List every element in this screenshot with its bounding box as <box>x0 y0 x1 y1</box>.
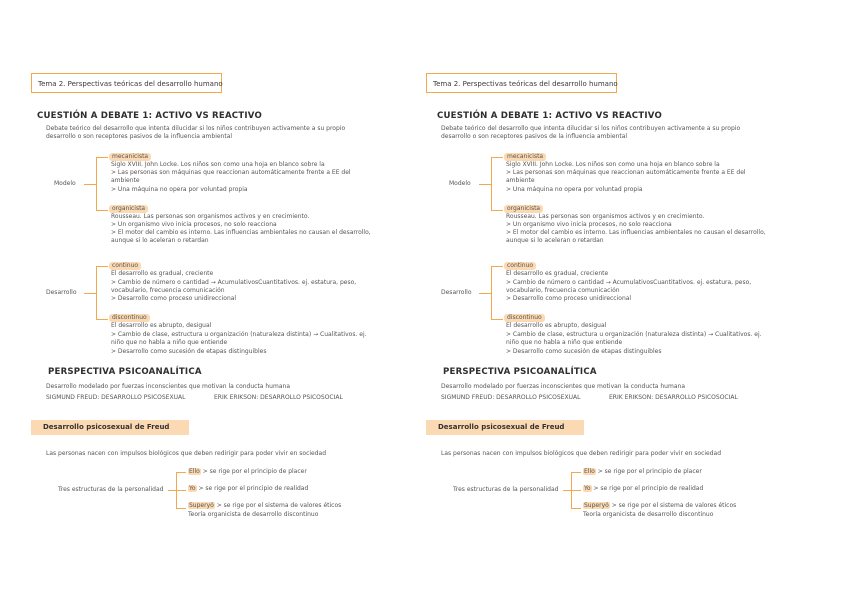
modelo-connector <box>84 184 96 185</box>
freud-intro: Las personas nacen con impulsos biológicos que deben redirigir para poder vivir en sociedad <box>441 450 722 457</box>
modelo-label: Modelo <box>449 180 471 187</box>
modelo-bracket <box>491 157 492 210</box>
superyo-tag: Superyó <box>584 502 609 509</box>
desarrollo-label: Desarrollo <box>441 289 472 296</box>
yo-text: > se rige por el principio de realidad <box>196 485 309 492</box>
superyo-text: > se rige por el sistema de valores éticos <box>609 502 737 509</box>
discontinuo-line: > Cambio de clase, estructura u organización (naturaleza distinta) → Cualitativos. ej. <box>506 331 762 338</box>
ello-tag: Ello <box>189 468 200 475</box>
mecanicista-line: > Una máquina no opera por voluntad propia <box>506 186 643 193</box>
desarrollo-bracket-bottom <box>96 319 108 320</box>
organicista-tag: organicista <box>504 205 543 213</box>
freud-bar-title: Desarrollo psicosexual de Freud <box>438 423 565 431</box>
desarrollo-connector <box>479 293 491 294</box>
debate-intro-line1: Debate teórico del desarrollo que intenta dilucidar si los niños contribuyen activamente a su propio <box>441 125 741 132</box>
psico-intro: Desarrollo modelado por fuerzas inconscientes que motivan la conducta humana <box>46 383 290 390</box>
modelo-bracket-top <box>96 157 108 158</box>
erikson-label: ERIK ERIKSON: DESARROLLO PSICOSOCIAL <box>214 394 343 401</box>
debate-heading: CUESTIÓN A DEBATE 1: ACTIVO VS REACTIVO <box>37 111 262 121</box>
freud-label: SIGMUND FREUD: DESARROLLO PSICOSEXUAL <box>46 394 186 401</box>
organicista-line: > El motor del cambio es interno. Las influencias ambientales no causan el desarrollo, <box>111 229 371 236</box>
discontinuo-line: El desarrollo es abrupto, desigual <box>111 322 212 329</box>
topic-title: Tema 2. Perspectivas teóricas del desarrollo humano <box>38 80 223 88</box>
ello-row <box>583 468 702 477</box>
estructuras-connector <box>563 490 571 491</box>
debate-intro-line2: desarrollo o son receptores pasivos de la influencia ambiental <box>441 133 628 140</box>
superyo-text: > se rige por el sistema de valores éticos <box>214 502 342 509</box>
mecanicista-line: Siglo XVIII. John Locke. Los niños son como una hoja en blanco sobre la <box>506 161 720 168</box>
psico-intro: Desarrollo modelado por fuerzas inconscientes que motivan la conducta humana <box>441 383 685 390</box>
modelo-bracket <box>96 157 97 210</box>
freud-label: SIGMUND FREUD: DESARROLLO PSICOSEXUAL <box>441 394 581 401</box>
psico-heading: PERSPECTIVA PSICOANALÍTICA <box>443 367 597 377</box>
topic-title: Tema 2. Perspectivas teóricas del desarrollo humano <box>433 80 618 88</box>
erikson-label: ERIK ERIKSON: DESARROLLO PSICOSOCIAL <box>609 394 738 401</box>
continuo-line: El desarrollo es gradual, creciente <box>506 270 609 277</box>
mecanicista-tag: mecanicista <box>109 153 151 161</box>
continuo-line: vocabulario, frecuencia comunicación <box>111 287 225 294</box>
discontinuo-line: > Desarrollo como sucesión de etapas distinguibles <box>111 348 267 355</box>
estructuras-label: Tres estructuras de la personalidad <box>58 486 164 493</box>
discontinuo-line: > Cambio de clase, estructura u organización (naturaleza distinta) → Cualitativos. ej. <box>111 331 367 338</box>
mecanicista-line: > Las personas son máquinas que reaccionan automáticamente frente a EE del <box>506 169 746 176</box>
continuo-line: El desarrollo es gradual, creciente <box>111 270 214 277</box>
organicista-line: > Un organismo vivo inicia procesos, no solo reacciona <box>111 221 277 228</box>
debate-intro-line2: desarrollo o son receptores pasivos de la influencia ambiental <box>46 133 233 140</box>
superyo-row <box>188 502 341 511</box>
ello-text: > se rige por el principio de placer <box>595 468 702 475</box>
ello-text: > se rige por el principio de placer <box>200 468 307 475</box>
continuo-line: vocabulario, frecuencia comunicación <box>506 287 620 294</box>
estructuras-bracket-top <box>571 472 581 473</box>
organicista-line: > El motor del cambio es interno. Las influencias ambientales no causan el desarrollo, <box>506 229 766 236</box>
teoria-line: Teoría organicista de desarrollo discontinuo <box>188 511 319 518</box>
organicista-line: Rousseau. Las personas son organismos activos y en crecimiento. <box>506 213 705 220</box>
yo-row <box>583 485 703 494</box>
mecanicista-tag: mecanicista <box>504 153 546 161</box>
modelo-connector <box>479 184 491 185</box>
modelo-bracket-bottom <box>491 210 503 211</box>
estructuras-bracket-bottom <box>571 508 581 509</box>
desarrollo-bracket-top <box>491 266 503 267</box>
discontinuo-tag: discontinuo <box>109 314 150 322</box>
discontinuo-line: niño que no habla a niño que entiende <box>111 339 228 346</box>
modelo-label: Modelo <box>54 180 76 187</box>
estructuras-connector <box>168 490 176 491</box>
freud-intro: Las personas nacen con impulsos biológicos que deben redirigir para poder vivir en sociedad <box>46 450 327 457</box>
estructuras-label: Tres estructuras de la personalidad <box>453 486 559 493</box>
yo-tag: Yo <box>189 485 196 492</box>
psico-heading: PERSPECTIVA PSICOANALÍTICA <box>48 367 202 377</box>
estructuras-bracket-bottom <box>176 508 186 509</box>
desarrollo-bracket-top <box>96 266 108 267</box>
discontinuo-line: El desarrollo es abrupto, desigual <box>506 322 607 329</box>
desarrollo-label: Desarrollo <box>46 289 77 296</box>
continuo-line: > Desarrollo como proceso unidireccional <box>506 295 632 302</box>
ello-row <box>188 468 307 477</box>
yo-row <box>188 485 308 494</box>
desarrollo-connector <box>84 293 96 294</box>
continuo-line: > Cambio de número o cantidad → AcumulativosCuantitativos. ej. estatura, peso, <box>111 279 357 286</box>
ello-tag: Ello <box>584 468 595 475</box>
continuo-tag: continuo <box>504 262 536 270</box>
estructuras-bracket-top <box>176 472 186 473</box>
yo-text: > se rige por el principio de realidad <box>591 485 704 492</box>
mecanicista-line: > Una máquina no opera por voluntad propia <box>111 186 248 193</box>
organicista-line: Rousseau. Las personas son organismos activos y en crecimiento. <box>111 213 310 220</box>
superyo-row <box>583 502 736 511</box>
superyo-tag: Superyó <box>189 502 214 509</box>
discontinuo-line: > Desarrollo como sucesión de etapas distinguibles <box>506 348 662 355</box>
teoria-line: Teoría organicista de desarrollo discontinuo <box>583 511 714 518</box>
freud-bar-title: Desarrollo psicosexual de Freud <box>43 423 170 431</box>
mecanicista-line: Siglo XVIII. John Locke. Los niños son como una hoja en blanco sobre la <box>111 161 325 168</box>
debate-heading: CUESTIÓN A DEBATE 1: ACTIVO VS REACTIVO <box>437 111 662 121</box>
right-page <box>395 0 819 599</box>
discontinuo-line: niño que no habla a niño que entiende <box>506 339 623 346</box>
mecanicista-line: ambiente <box>506 177 535 184</box>
organicista-line: aunque si lo aceleran o retardan <box>506 237 604 244</box>
mecanicista-line: ambiente <box>111 177 140 184</box>
organicista-line: aunque si lo aceleran o retardan <box>111 237 209 244</box>
continuo-tag: continuo <box>109 262 141 270</box>
desarrollo-bracket-bottom <box>491 319 503 320</box>
yo-tag: Yo <box>584 485 591 492</box>
modelo-bracket-top <box>491 157 503 158</box>
continuo-line: > Cambio de número o cantidad → AcumulativosCuantitativos. ej. estatura, peso, <box>506 279 752 286</box>
estructuras-bracket-mid <box>176 490 186 491</box>
discontinuo-tag: discontinuo <box>504 314 545 322</box>
mecanicista-line: > Las personas son máquinas que reaccionan automáticamente frente a EE del <box>111 169 351 176</box>
desarrollo-bracket <box>96 266 97 319</box>
organicista-tag: organicista <box>109 205 148 213</box>
organicista-line: > Un organismo vivo inicia procesos, no solo reacciona <box>506 221 672 228</box>
desarrollo-bracket <box>491 266 492 319</box>
modelo-bracket-bottom <box>96 210 108 211</box>
estructuras-bracket-mid <box>571 490 581 491</box>
continuo-line: > Desarrollo como proceso unidireccional <box>111 295 237 302</box>
debate-intro-line1: Debate teórico del desarrollo que intenta dilucidar si los niños contribuyen activamente a su propio <box>46 125 346 132</box>
